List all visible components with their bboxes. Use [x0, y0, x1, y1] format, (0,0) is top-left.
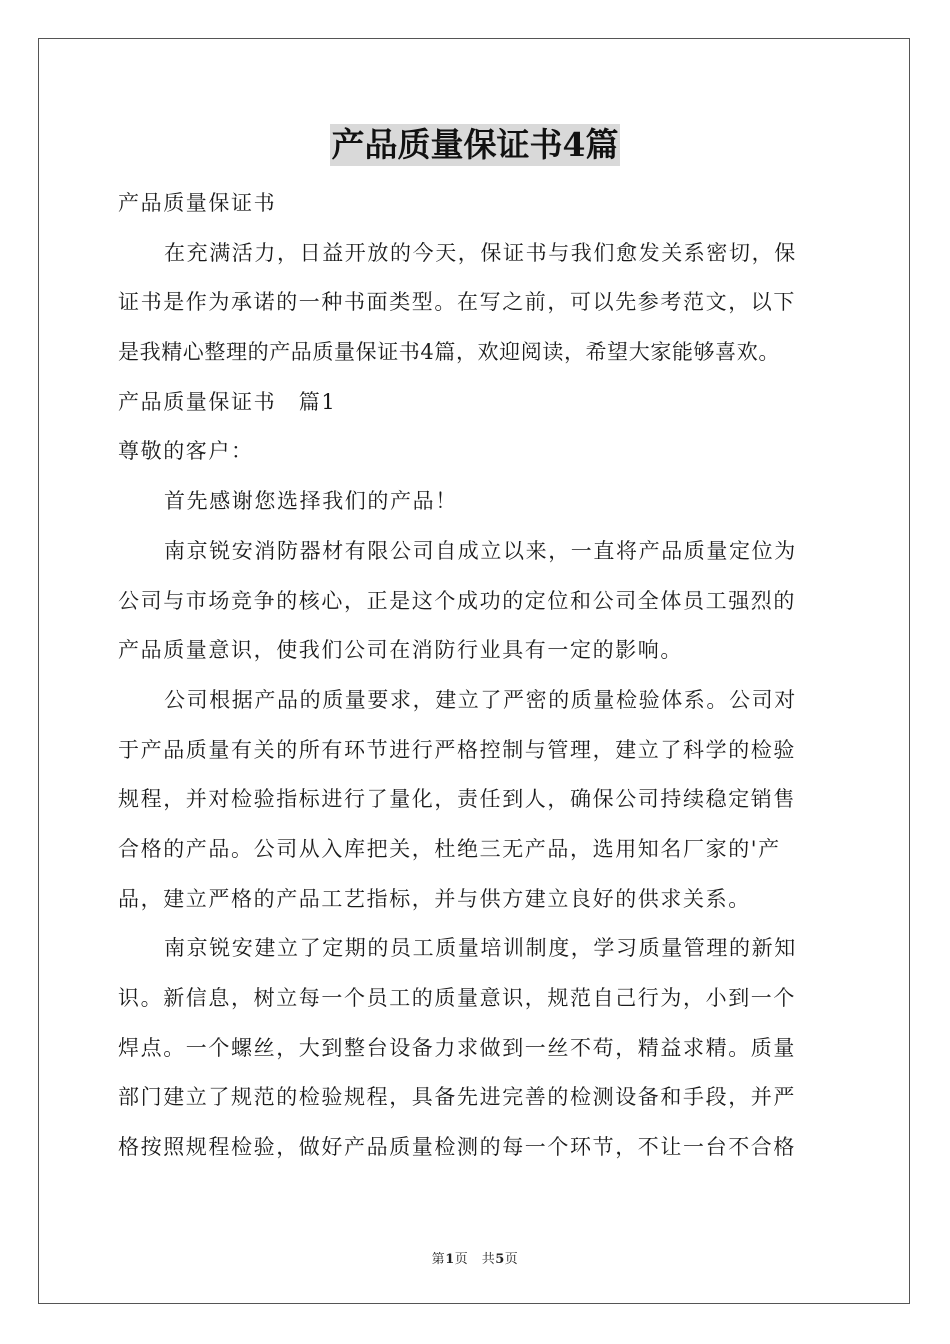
paragraph-line: 品，建立严格的产品工艺指标，并与供方建立良好的供求关系。 — [118, 886, 751, 911]
page-label-mid: 页 共 — [454, 1252, 496, 1267]
section-heading: 产品质量保证书 — [118, 191, 277, 215]
page-label-suffix: 页 — [504, 1252, 519, 1267]
paragraph-line: 是我精心整理的产品质量保证书4篇，欢迎阅读，希望大家能够喜欢。 — [118, 340, 780, 365]
paragraph-line: 规程，并对检验指标进行了量化，责任到人，确保公司持续稳定销售 — [118, 787, 796, 812]
paragraph-line: 格按照规程检验，做好产品质量检测的每一个环节，不让一台不合格 — [118, 1135, 796, 1160]
page-label-prefix: 第 — [431, 1252, 446, 1267]
paragraph-line: 南京锐安建立了定期的员工质量培训制度，学习质量管理的新知 — [164, 936, 797, 961]
current-page-number: 1 — [445, 1252, 455, 1267]
section-heading: 产品质量保证书 篇1 — [118, 389, 337, 414]
paragraph-line: 部门建立了规范的检验规程，具备先进完善的检测设备和手段，并严 — [118, 1085, 796, 1110]
paragraph-line: 证书是作为承诺的一种书面类型。在写之前，可以先参考范文，以下 — [118, 290, 796, 315]
document-body — [118, 179, 834, 1173]
paragraph-line: 产品质量意识，使我们公司在消防行业具有一定的影响。 — [118, 638, 683, 663]
paragraph-line: 于产品质量有关的所有环节进行严格控制与管理，建立了科学的检验 — [118, 737, 796, 762]
total-page-count: 5 — [495, 1252, 505, 1267]
paragraph-line: 在充满活力，日益开放的今天，保证书与我们愈发关系密切，保 — [164, 240, 797, 265]
salutation: 尊敬的客户： — [118, 439, 254, 464]
title-container — [0, 124, 950, 166]
page-footer — [0, 1248, 950, 1267]
paragraph-line: 公司与市场竞争的核心，正是这个成功的定位和公司全体员工强烈的 — [118, 588, 796, 613]
paragraph-line: 焊点。一个螺丝，大到整台设备力求做到一丝不苟，精益求精。质量 — [118, 1035, 796, 1060]
paragraph-line: 南京锐安消防器材有限公司自成立以来，一直将产品质量定位为 — [164, 538, 797, 563]
paragraph-line: 合格的产品。公司从入库把关，杜绝三无产品，选用知名厂家的'产 — [118, 836, 781, 861]
document-title: 产品质量保证书4篇 — [331, 125, 619, 164]
paragraph-line: 公司根据产品的质量要求，建立了严密的质量检验体系。公司对 — [164, 687, 797, 712]
paragraph-line: 首先感谢您选择我们的产品！ — [164, 489, 458, 514]
paragraph-line: 识。新信息，树立每一个员工的质量意识，规范自己行为，小到一个 — [118, 986, 796, 1010]
